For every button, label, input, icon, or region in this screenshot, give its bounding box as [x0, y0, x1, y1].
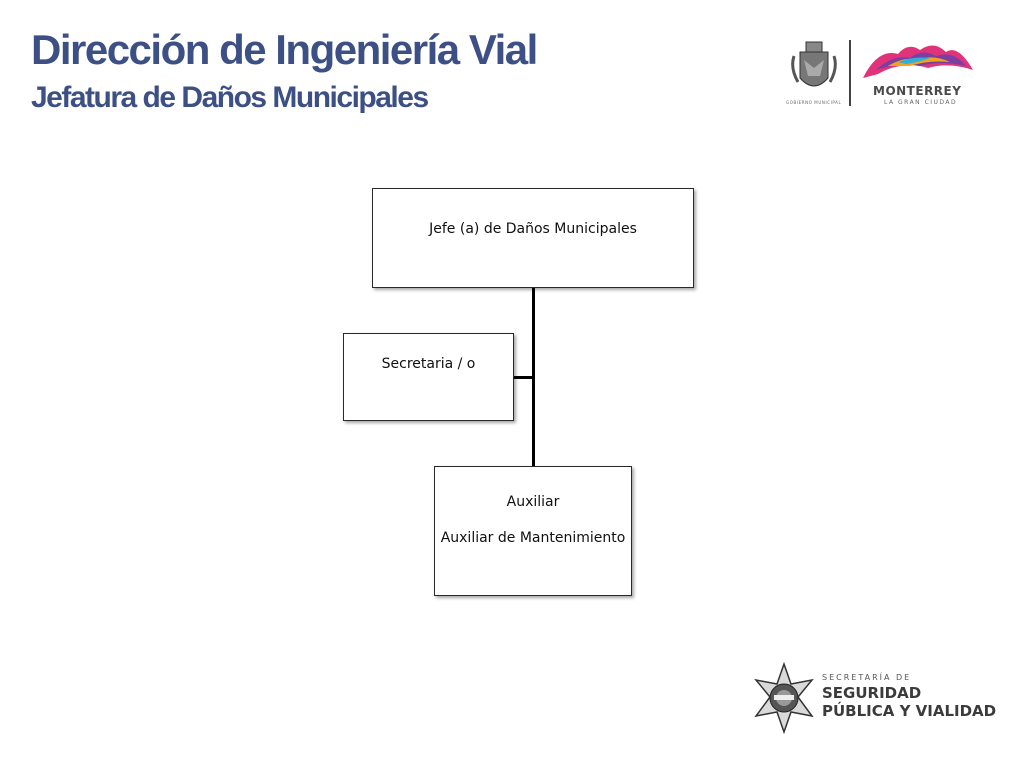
page-subtitle: Jefatura de Daños Municipales — [31, 81, 428, 114]
monterrey-tagline: LA GRAN CIUDAD — [884, 99, 958, 106]
ssp-logo — [750, 662, 1010, 738]
org-node-jefe — [372, 188, 694, 288]
ssp-line2: SEGURIDAD — [822, 684, 922, 702]
org-node-jefe-label: Jefe (a) de Daños Municipales — [429, 221, 637, 237]
org-node-secretaria-label: Secretaria / o — [381, 356, 476, 372]
ssp-line1: SECRETARÍA DE — [822, 673, 912, 682]
police-star-icon — [750, 662, 818, 734]
connector-assistant — [514, 376, 534, 379]
org-node-auxiliar-line2: Auxiliar de Mantenimiento — [440, 530, 626, 546]
monterrey-logo — [786, 38, 986, 110]
mountain-logo-icon — [858, 40, 978, 80]
org-node-auxiliar-line1: Auxiliar — [506, 494, 560, 510]
coat-of-arms-icon — [790, 38, 838, 100]
org-node-secretaria — [343, 333, 514, 421]
ssp-line3: PÚBLICA Y VIALIDAD — [822, 702, 997, 720]
monterrey-name: MONTERREY — [873, 84, 962, 98]
gobierno-caption: GOBIERNO MUNICIPAL — [786, 100, 842, 105]
logo-divider — [849, 40, 851, 106]
page-title: Dirección de Ingeniería Vial — [31, 26, 537, 73]
org-node-auxiliar — [434, 466, 632, 596]
